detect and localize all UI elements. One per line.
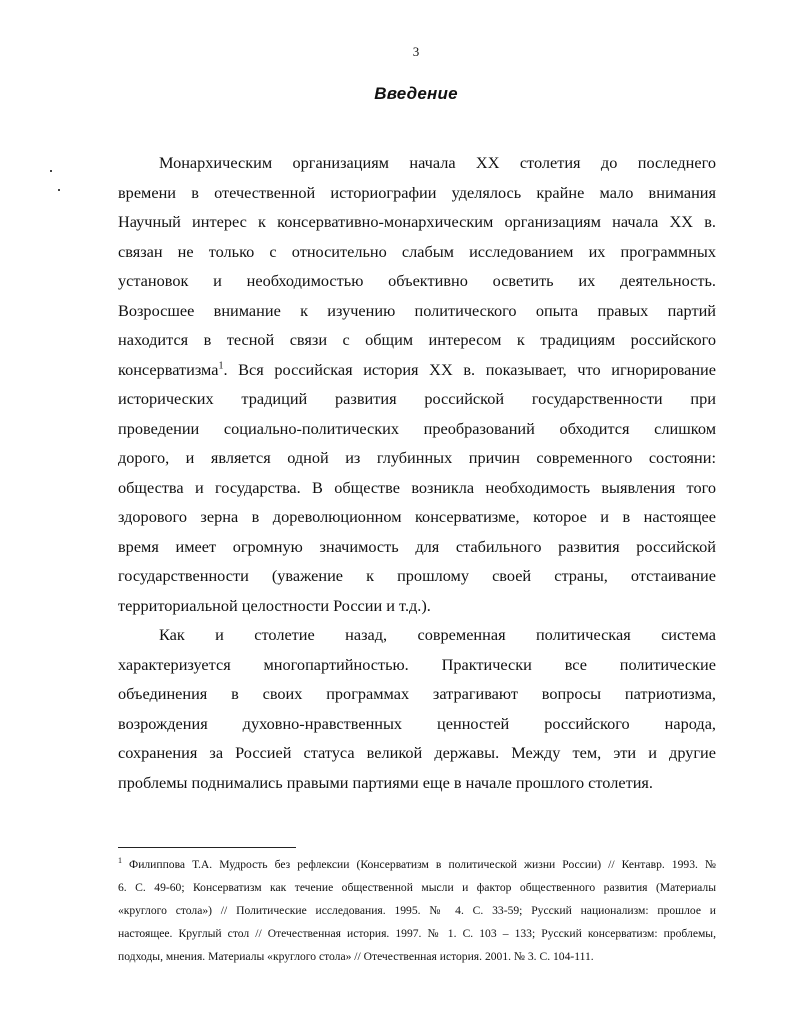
margin-mark — [58, 189, 60, 191]
text-line: время имеет огромную значимость для стабильного развития российской — [118, 536, 716, 556]
footnotes — [118, 853, 716, 968]
text-line: Научный интерес к консервативно-монархическим организациям начала XX в. — [118, 212, 716, 231]
footnote-line: настоящее. Круглый стол // Отечественная история. 1997. № 1. С. 103 – 133; Русский консерватизм: проблемы, — [118, 927, 716, 940]
text-line: исторических традиций развития российской государственности при — [118, 389, 716, 408]
text-line: Возросшее внимание к изучению политического опыта правых партий — [118, 300, 716, 320]
text-line: возрождения духовно-нравственных ценностей российского народа, — [118, 713, 716, 733]
text-line: связан не только с относительно слабым исследованием их программных — [118, 241, 716, 261]
footnote-line: 6. С. 49-60; Консерватизм как течение общественной мысли и фактор общественного развития (Материалы — [118, 881, 716, 894]
footnote-line: подходы, мнения. Материалы «круглого стола» // Отечественная история. 2001. № 3. С. 104-111. — [118, 950, 594, 963]
text-line: территориальной целостности России и т.д.). — [118, 595, 431, 615]
paragraph-1 — [118, 148, 716, 620]
text-line: Монархическим организациям начала XX столетия до последнего — [159, 153, 716, 172]
footnote-text: Филиппова Т.А. Мудрость без рефлексии (Консерватизм в политической жизни России) // Кентавр. 1993. № — [122, 858, 716, 871]
text-line: сохранения за Россией статуса великой державы. Между тем, эти и другие — [118, 743, 716, 762]
section-title: Введение — [374, 84, 458, 103]
text-line-with-footnote — [118, 355, 716, 385]
footnote-line: «круглого стола») // Политические исследования. 1995. № 4. С. 33-59; Русский национализм: прошлое и — [118, 904, 716, 917]
paragraph-2 — [118, 620, 716, 797]
text-line: Как и столетие назад, современная политическая система — [159, 625, 716, 644]
footnote-line — [118, 853, 716, 876]
page-number: 3 — [412, 44, 420, 59]
text-fragment: консерватизма — [118, 359, 219, 379]
text-line: государственности (уважение к прошлому своей страны, отстаивание — [118, 566, 716, 585]
text-line: объединения в своих программах затрагивают вопросы патриотизма, — [118, 684, 716, 703]
text-line: характеризуется многопартийностью. Практически все политические — [118, 654, 716, 674]
text-line: общества и государства. В обществе возникла необходимость выявления того — [118, 477, 716, 497]
text-line: проведении социально-политических преобразований обходится слишком — [118, 418, 716, 438]
text-line: времени в отечественной историографии уделялось крайне мало внимания — [118, 182, 716, 202]
text-line: дорого, и является одной из глубинных причин современного состояни: — [118, 448, 716, 467]
footnote-marker: 1 — [118, 856, 122, 866]
text-line: установок и необходимостью объективно осветить их деятельность. — [118, 271, 716, 290]
footnote-reference: 1 — [218, 360, 224, 372]
margin-mark — [50, 170, 52, 172]
text-line: проблемы поднимались правыми партиями еще в начале прошлого столетия. — [118, 772, 653, 792]
footnote-separator — [118, 847, 296, 848]
text-line: здорового зерна в дореволюционном консерватизме, которое и в настоящее — [118, 507, 716, 526]
text-line: находится в тесной связи с общим интересом к традициям российского — [118, 330, 716, 349]
text-fragment: . Вся российская история XX в. показывает, что игнорирование — [223, 359, 716, 379]
